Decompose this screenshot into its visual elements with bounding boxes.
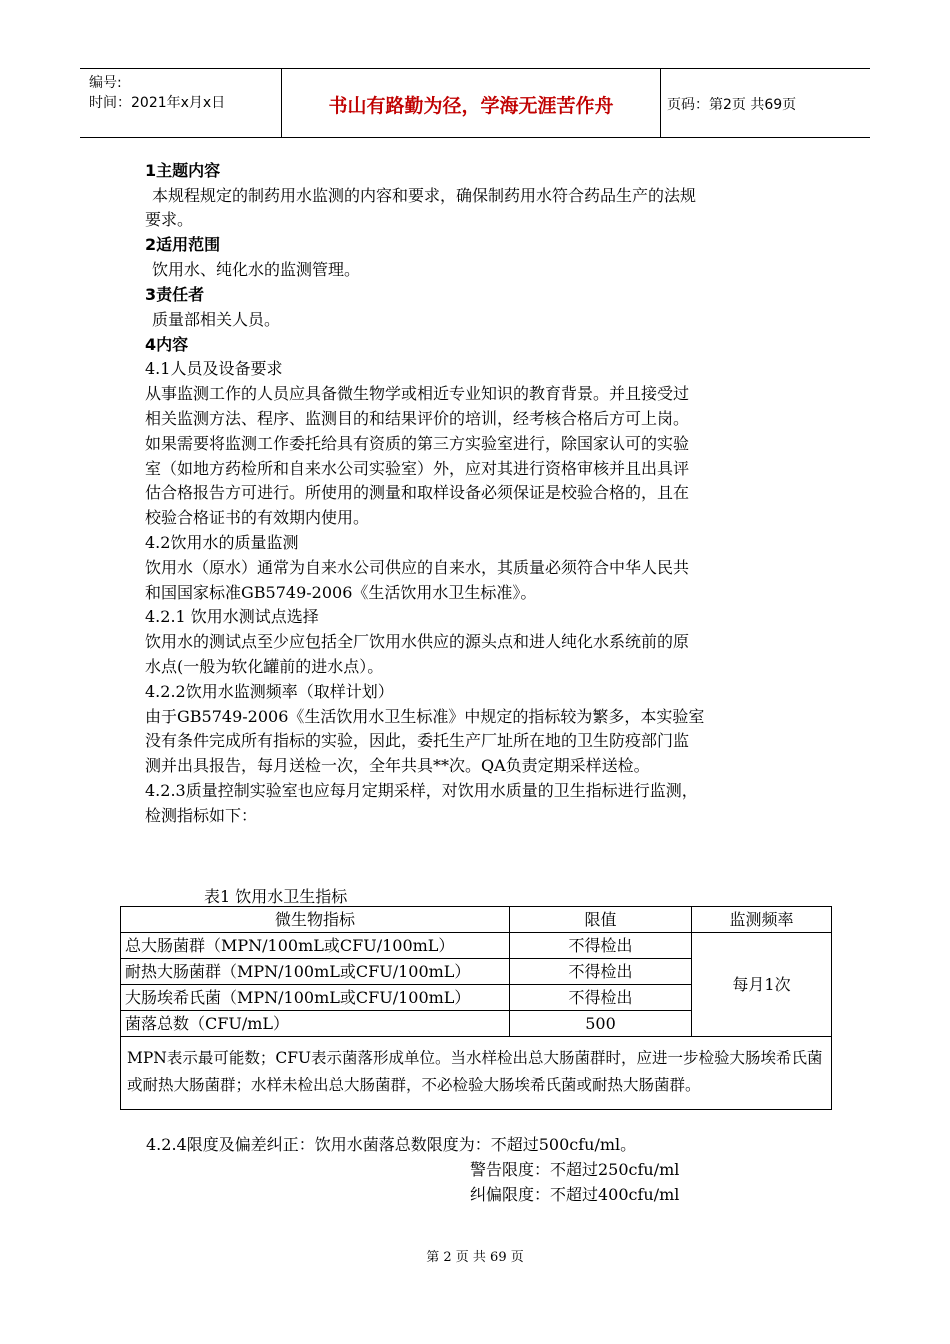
paragraph-line: 室（如地方药检所和自来水公司实验室）外，应对其进行资格审核并且出具评 xyxy=(145,459,690,478)
section-heading: 4内容 xyxy=(145,335,189,354)
paragraph-line: 本规程规定的制药用水监测的内容和要求，确保制药用水符合药品生产的法规 xyxy=(152,186,697,205)
paragraph-line: 检测指标如下： xyxy=(145,806,258,825)
page-header xyxy=(80,68,870,138)
hygiene-indicator-table xyxy=(120,906,832,1110)
header-motto-cell xyxy=(281,69,661,137)
header-page-cell xyxy=(661,69,870,137)
paragraph-line: 测并出具报告，每月送检一次，全年共具**次。QA负责定期采样送检。 xyxy=(145,756,650,775)
subsection-heading: 4.1人员及设备要求 xyxy=(145,359,283,378)
warning-limit: 警告限度：不超过250cfu/ml xyxy=(470,1160,680,1179)
limit-cell: 不得检出 xyxy=(510,959,692,985)
paragraph-line: 饮用水、纯化水的监测管理。 xyxy=(152,260,361,279)
subsection-heading: 4.2饮用水的质量监测 xyxy=(145,533,299,552)
indicator-cell: 大肠埃希氏菌（MPN/100mL或CFU/100mL） xyxy=(121,985,510,1011)
page-label: 页码：第2页 共69页 xyxy=(667,97,797,113)
header-cell: 监测频率 xyxy=(692,907,832,933)
table-note-row xyxy=(121,1037,832,1110)
paragraph-line: 估合格报告方可进行。所使用的测量和取样设备必须保证是校验合格的，且在 xyxy=(145,483,690,502)
indicator-cell: 总大肠菌群（MPN/100mL或CFU/100mL） xyxy=(121,933,510,959)
correction-limit: 纠偏限度：不超过400cfu/ml xyxy=(470,1185,680,1204)
paragraph-line: 校验合格证书的有效期内使用。 xyxy=(145,508,370,527)
frequency-cell: 每月1次 xyxy=(692,933,832,1037)
paragraph-line: 饮用水的测试点至少应包括全厂饮用水供应的源头点和进人纯化水系统前的原 xyxy=(145,632,690,651)
table-row xyxy=(121,933,832,959)
subsection-heading: 4.2.2饮用水监测频率（取样计划） xyxy=(145,682,394,701)
paragraph-line: 没有条件完成所有指标的实验，因此，委托生产厂址所在地的卫生防疫部门监 xyxy=(145,731,690,750)
limit-cell: 不得检出 xyxy=(510,933,692,959)
paragraph-line: 饮用水（原水）通常为自来水公司供应的自来水，其质量必须符合中华人民共 xyxy=(145,558,690,577)
header-cell: 微生物指标 xyxy=(121,907,510,933)
number-label: 编号: xyxy=(89,75,122,91)
table-header-row xyxy=(121,907,832,933)
paragraph-line: 由于GB5749-2006《生活饮用水卫生标准》中规定的指标较为繁多，本实验室 xyxy=(145,707,705,726)
limit-cell: 不得检出 xyxy=(510,985,692,1011)
section-heading: 1主题内容 xyxy=(145,161,221,180)
paragraph-line: 相关监测方法、程序、监测目的和结果评价的培训，经考核合格后方可上岗。 xyxy=(145,409,690,428)
limit-line: 4.2.4限度及偏差纠正：饮用水菌落总数限度为：不超过500cfu/ml。 xyxy=(146,1135,637,1154)
subsection-heading: 4.2.1 饮用水测试点选择 xyxy=(145,607,319,626)
table-note: MPN表示最可能数；CFU表示菌落形成单位。当水样检出总大肠菌群时，应进一步检验大肠埃希氏菌或耐热大肠菌群；水样未检出总大肠菌群，不必检验大肠埃希氏菌或耐热大肠菌群。 xyxy=(121,1037,832,1110)
paragraph-line: 水点(一般为软化罐前的进水点）。 xyxy=(145,657,384,676)
table-caption: 表1 饮用水卫生指标 xyxy=(204,887,348,906)
paragraph-line: 如果需要将监测工作委托给具有资质的第三方实验室进行，除国家认可的实验 xyxy=(145,434,690,453)
limit-cell: 500 xyxy=(510,1011,692,1037)
paragraph-line: 要求。 xyxy=(145,210,194,229)
paragraph-line: 从事监测工作的人员应具备微生物学或相近专业知识的教育背景。并且接受过 xyxy=(145,384,690,403)
paragraph-line: 质量部相关人员。 xyxy=(152,310,281,329)
page-footer: 第 2 页 共 69 页 xyxy=(426,1250,524,1265)
header-meta-cell xyxy=(80,69,281,137)
paragraph-line: 4.2.3质量控制实验室也应每月定期采样，对饮用水质量的卫生指标进行监测， xyxy=(145,781,698,800)
section-heading: 2适用范围 xyxy=(145,235,221,254)
header-cell: 限值 xyxy=(510,907,692,933)
time-label: 时间：2021年x月x日 xyxy=(89,95,226,111)
motto: 书山有路勤为径，学海无涯苦作舟 xyxy=(328,95,614,117)
indicator-cell: 耐热大肠菌群（MPN/100mL或CFU/100mL） xyxy=(121,959,510,985)
paragraph-line: 和国国家标准GB5749-2006《生活饮用水卫生标准》。 xyxy=(145,583,537,602)
indicator-cell: 菌落总数（CFU/mL） xyxy=(121,1011,510,1037)
section-heading: 3责任者 xyxy=(145,285,205,304)
